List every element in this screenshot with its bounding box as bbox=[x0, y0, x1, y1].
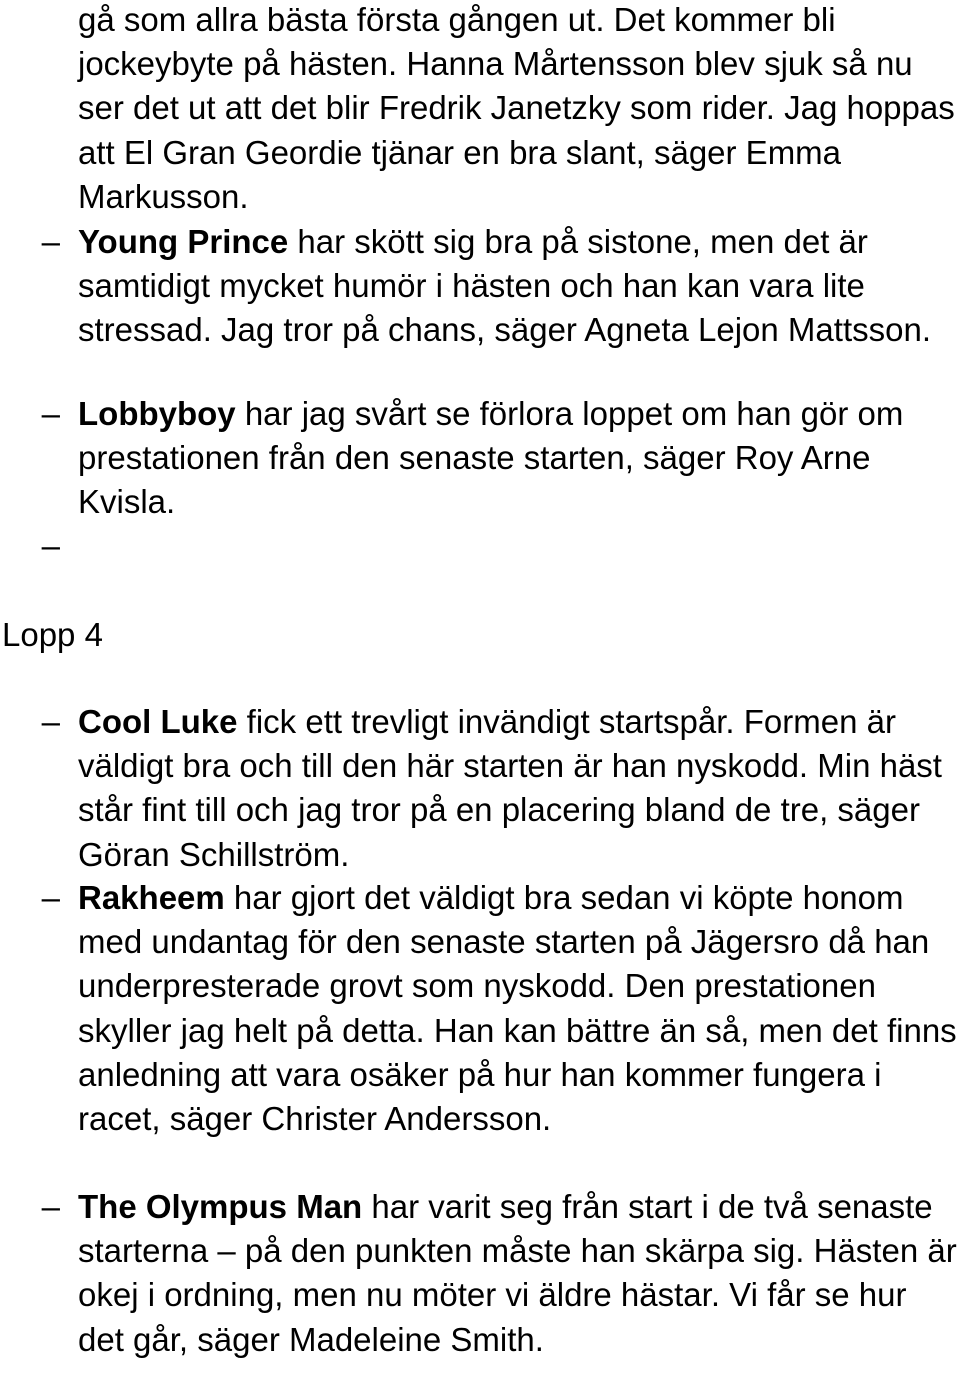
comment-young-prince bbox=[78, 220, 958, 353]
dash-marker: – bbox=[41, 1188, 60, 1225]
section-heading: Lopp 4 bbox=[2, 616, 103, 653]
intro-paragraph bbox=[78, 0, 958, 219]
comment-text: fick ett trevligt invändigt startspår. Formen är väldigt bra och till den här starten är han nyskodd. Min häst står fint till och jag tror på en placering bland de tre, säger Göran Schillström. bbox=[78, 703, 942, 873]
dash-marker: – bbox=[41, 395, 60, 432]
comment-lobbyboy bbox=[78, 392, 958, 525]
empty-dash-marker: – bbox=[41, 527, 60, 564]
dash-marker: – bbox=[41, 703, 60, 740]
comment-text: har skött sig bra på sistone, men det är samtidigt mycket humör i hästen och han kan vara lite stressad. Jag tror på chans, säger Agneta Lejon Mattsson. bbox=[78, 223, 931, 349]
horse-name: The Olympus Man bbox=[78, 1188, 363, 1225]
comment-cool-luke bbox=[78, 700, 958, 877]
comment-text: har jag svårt se förlora loppet om han gör om prestationen från den senaste starten, säger Roy Arne Kvisla. bbox=[78, 395, 904, 521]
horse-name: Cool Luke bbox=[78, 703, 238, 740]
intro-text: gå som allra bästa första gången ut. Det kommer bli jockeybyte på hästen. Hanna Mårtensson blev sjuk så nu ser det ut att det blir Fredrik Janetzky som rider. Jag hoppas att El Gran Geordie tjänar en bra slant, säger Emma Markusson. bbox=[78, 1, 955, 215]
dash-marker: – bbox=[41, 879, 60, 916]
comment-the-olympus-man bbox=[78, 1185, 958, 1362]
comment-rakheem bbox=[78, 876, 958, 1141]
horse-name: Lobbyboy bbox=[78, 395, 236, 432]
comment-text: har varit seg från start i de två senaste starterna – på den punkten måste han skärpa sig. Hästen är okej i ordning, men nu möter vi äldre hästar. Vi får se hur det går, säger Madeleine Smith. bbox=[78, 1188, 957, 1358]
comment-text: har gjort det väldigt bra sedan vi köpte honom med undantag för den senaste starten på Jägersro då han underpresterade grovt som nyskodd. Den prestationen skyller jag helt på detta. Han kan bättre än så, men det finns anledning att vara osäker på hur han kommer fungera i racet, säger Christer Andersson. bbox=[78, 879, 957, 1138]
horse-name: Young Prince bbox=[78, 223, 289, 260]
dash-marker: – bbox=[41, 223, 60, 260]
horse-name: Rakheem bbox=[78, 879, 225, 916]
